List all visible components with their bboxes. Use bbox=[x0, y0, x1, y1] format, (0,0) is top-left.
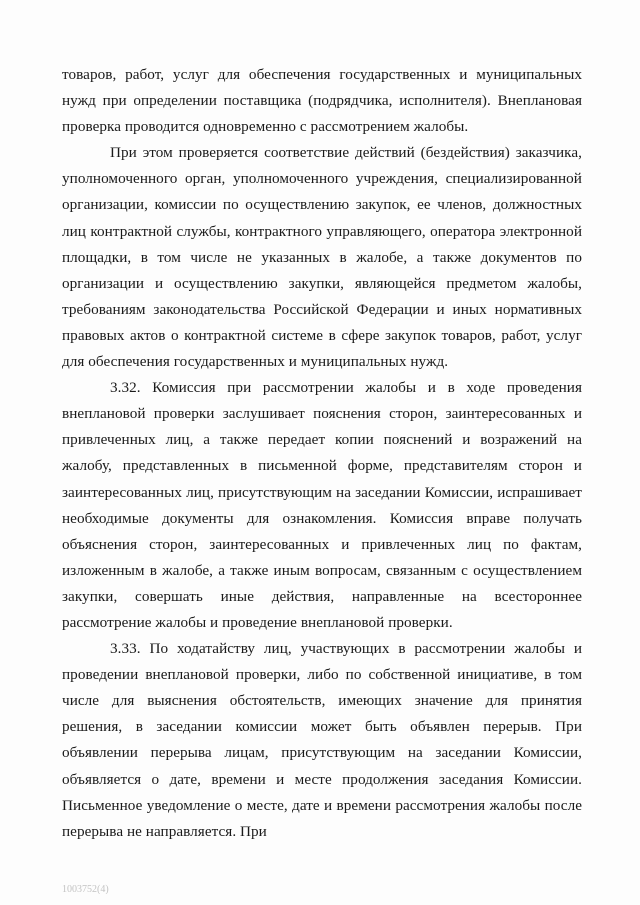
document-body bbox=[62, 62, 582, 845]
paragraph-continuation: товаров, работ, услуг для обеспечения государственных и муниципальных нужд при определении поставщика (подрядчика, исполнителя). Внеплановая проверка проводится одновременно с рассмотрением жалобы. bbox=[62, 66, 582, 136]
paragraph-3-33: 3.33. По ходатайству лиц, участвующих в рассмотрении жалобы и проведении внеплановой проверки, либо по собственной инициативе, в том числе для выяснения обстоятельств, имеющих значение для принятия решения, в заседании комиссии может быть объявлен перерыв. При объявлении перерыва лицам, присутствующим на заседании Комиссии, объявляется о дате, времени и месте продолжения заседания Комиссии. Письменное уведомление о месте, дате и времени рассмотрения жалобы после перерыва не направляется. При bbox=[62, 640, 582, 840]
paragraph-3-32: 3.32. Комиссия при рассмотрении жалобы и в ходе проведения внеплановой проверки заслушивает пояснения сторон, заинтересованных и привлеченных лиц, а также передает копии пояснений и возражений на жалобу, представленных в письменной форме, представителям сторон и заинтересованных лиц, присутствующим на заседании Комиссии, испрашивает необходимые документы для ознакомления. Комиссия вправе получать объяснения сторон, заинтересованных и привлеченных лиц по фактам, изложенным в жалобе, а также иным вопросам, связанным с осуществлением закупки, совершать иные действия, направленные на всестороннее рассмотрение жалобы и проведение внеплановой проверки. bbox=[62, 379, 582, 631]
paragraph-verification: При этом проверяется соответствие действий (бездействия) заказчика, уполномоченного орган, уполномоченного учреждения, специализированной организации, комиссии по осуществлению закупок, ее членов, должностных лиц контрактной службы, контрактного управляющего, оператора электронной площадки, в том числе не указанных в жалобе, а также документов по организации и осуществлению закупки, являющейся предметом жалобы, требованиям законодательства Российской Федерации и иных нормативных правовых актов о контрактной системе в сфере закупок товаров, работ, услуг для обеспечения государственных и муниципальных нужд. bbox=[62, 144, 582, 371]
footer-document-number: 1003752(4) bbox=[62, 884, 109, 894]
